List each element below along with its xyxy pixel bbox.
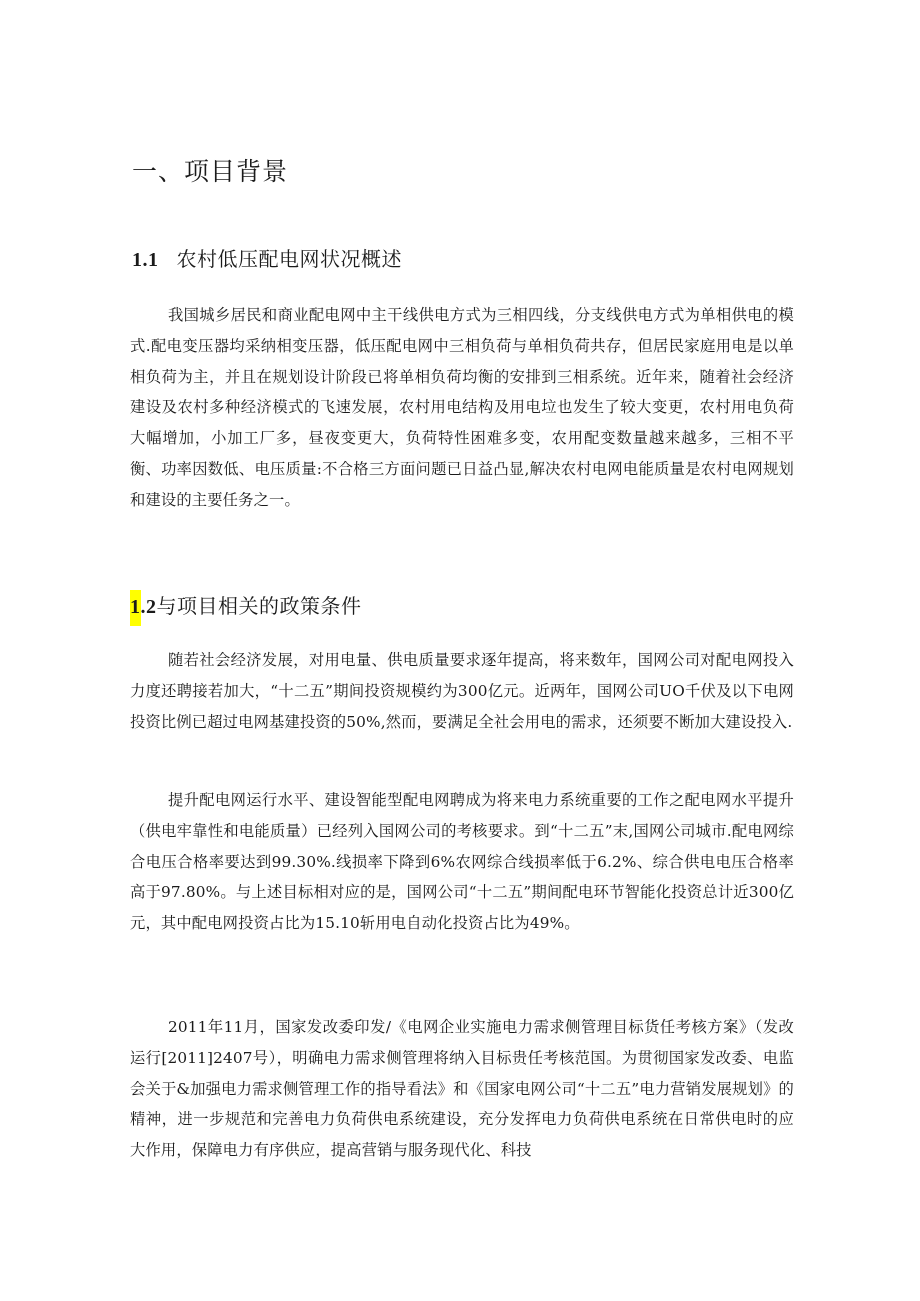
paragraph-rural-grid-overview: 我国城乡居民和商业配电网中主干线供电方式为三相四线，分支线供电方式为单相供电的模式.配电变压器均采纳相变压器，低压配电网中三相负荷与单相负荷共存，但居民家庭用电是以单相负荷为主，并且在规划设计阶段已将单相负荷均衡的安排到三相系统。近年来，随着社会经济建设及农村多种经济模式的飞速发展，农村用电结构及用电垃也发生了较大变更，农村用电负荷大幅增加，小加工厂多，昼夜变更大，负荷特性困难多变，农用配变数量越来越多，三相不平衡、功率因数低、电压质量:不合格三方面问题已日益凸显,解决农村电网电能质量是农村电网规划和建设的主要任务之一。 [130, 306, 794, 509]
section-1-2-heading [130, 590, 362, 619]
chapter-heading: 一、项目背景 [132, 157, 289, 186]
highlighted-section-number: 1 [130, 590, 141, 626]
section-1-1-number: 1.1 [132, 249, 159, 271]
paragraph-grid-targets: 提升配电网运行水平、建设智能型配电网聘成为将来电力系统重要的工作之配电网水平提升（供电牢靠性和电能质量）已经列入国网公司的考核要求。到“十二五”末,国网公司城市.配电网综合电压合格率要达到99.30%.线损率下降到6%农网综合线损率低于6.2%、综合供电电压合格率高于97.80%。与上述目标相对应的是，国网公司“十二五”期间配电环节智能化投资总计近300亿元，其中配电网投资占比为15.10斩用电自动化投资占比为49%。 [130, 791, 794, 933]
section-1-2-number-rest: .2 [140, 596, 157, 618]
paragraph-demand-side-management: 2011年11月，国家发改委印发/《电网企业实施电力需求侧管理目标货任考核方案》（发改运行[2011]2407号），明确电力需求侧管理将纳入目标贵任考核范国。为贯彻国家发改委、电监会关于&加强电力需求侧管理工作的指导看法》和《国家电网公司“十二五”电力营销发展规划》的精神，进一步规范和完善电力负荷供电系统建设，充分发挥电力负荷供电系统在日常供电时的应大作用，保障电力有序供应，提高营销与服务现代化、科技 [130, 1018, 794, 1160]
section-1-1-title: 农村低压配电网状况概述 [176, 247, 402, 271]
section-1-2-title: 与项目相关的政策条件 [156, 594, 362, 618]
section-1-2-number [130, 590, 157, 626]
section-1-1-heading [132, 243, 402, 272]
paragraph-policy-investment: 随若社会经济发展，对用电量、供电质量要求逐年提高，将来数年，国网公司对配电网投入力度还聘接若加大，“十二五”期间投资规模约为300亿元。近两年，国网公司UO千伏及以下电网投资比例已超过电网基建投资的50%,然而，要满足全社会用电的需求，还须要不断加大建设投入. [130, 651, 794, 731]
